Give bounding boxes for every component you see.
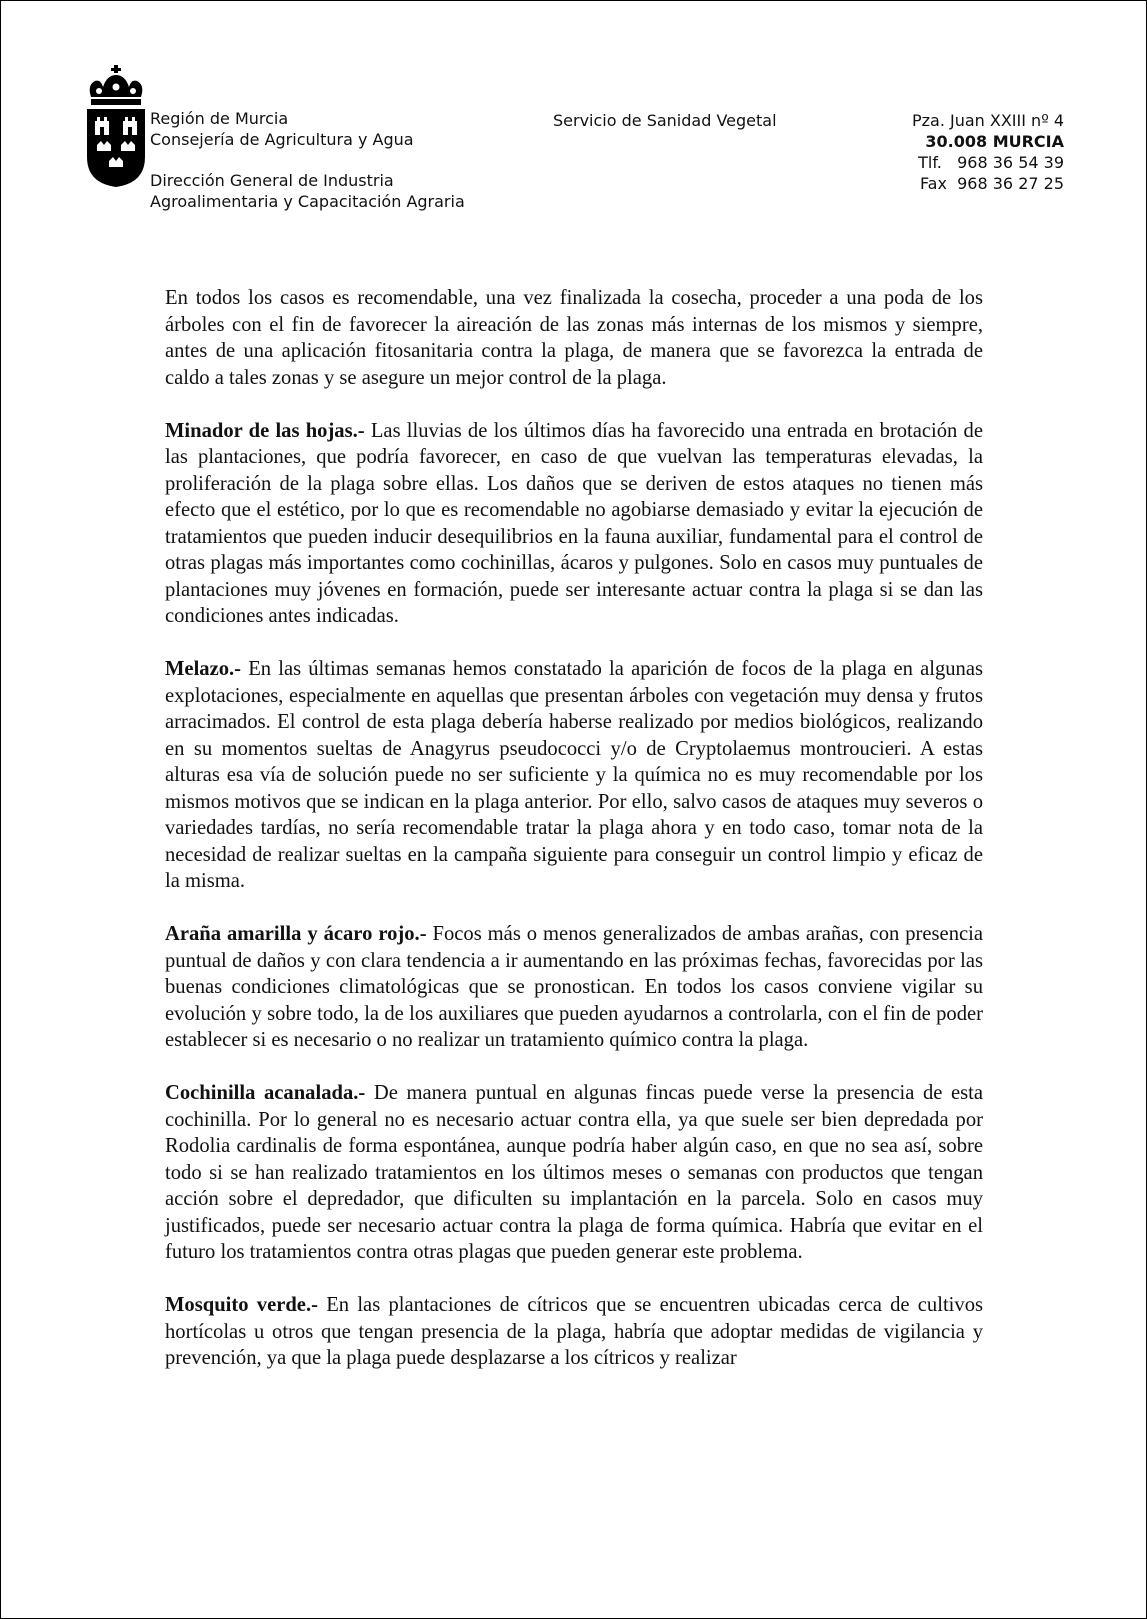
directorate-line1: Dirección General de Industria	[150, 171, 394, 190]
section-text: En las últimas semanas hemos constatado la aparición de focos de la plaga en algunas explotaciones, especialmente en aquellas que presentan árboles con vegetación muy densa y frutos arracimados. El control de esta plaga debería haberse realizado por medios biológicos, realizando en su momentos sueltas de Anagyrus pseudococci y/o de Cryptolaemus montroucieri. A estas alturas esa vía de solución puede no ser suficiente y la química no es muy recomendable por los mismos motivos que se indican en la plaga anterior. Por ello, salvo casos de ataques muy severos o variedades tardías, no sería recomendable tratar la plaga ahora y en todo caso, tomar nota de la necesidad de realizar sueltas en la campaña siguiente para conseguir un control limpio y eficaz de la misma.	[165, 658, 983, 892]
section-title: Araña amarilla y ácaro rojo.-	[165, 923, 427, 945]
postal-city: 30.008 MURCIA	[925, 132, 1064, 151]
section-paragraph	[165, 921, 983, 1054]
section-title: Mosquito verde.-	[165, 1294, 318, 1316]
section-paragraph	[165, 1292, 983, 1372]
section-text: De manera puntual en algunas fincas puede verse la presencia de esta cochinilla. Por lo general no es necesario actuar contra ella, ya que suele ser bien depredada por Rodolia cardinalis de forma espontánea, aunque podría haber algún caso, en que no sea así, sobre todo si se han realizado tratamientos en los últimos meses o semanas con productos que tengan acción sobre el depredador, que dificulten su implantación en la parcela. Solo en casos muy justificados, puede ser necesario actuar contra la plaga de forma química. Habría que evitar en el futuro los tratamientos contra otras plagas que pueden generar este problema.	[165, 1082, 983, 1263]
intro-paragraph: En todos los casos es recomendable, una vez finalizada la cosecha, proceder a una poda de los árboles con el fin de favorecer la aireación de las zonas más internas de los mismos y siempre, antes de una aplicación fitosanitaria contra la plaga, de manera que se favorezca la entrada de caldo a tales zonas y se asegure un mejor control de la plaga.	[165, 287, 983, 389]
section-title: Cochinilla acanalada.-	[165, 1082, 366, 1104]
section-title: Minador de las hojas.-	[165, 419, 365, 442]
phone: Tlf. 968 36 54 39	[918, 153, 1064, 172]
section-title: Melazo.-	[165, 658, 242, 680]
department-name: Consejería de Agricultura y Agua	[150, 130, 414, 149]
service-name: Servicio de Sanidad Vegetal	[553, 111, 777, 130]
region-murcia-coat-of-arms-logo	[85, 65, 147, 189]
header-contact	[912, 110, 1064, 194]
header-institution	[150, 108, 465, 212]
directorate-line2: Agroalimentaria y Capacitación Agraria	[150, 192, 465, 211]
region-name: Región de Murcia	[150, 109, 289, 128]
document-body	[165, 285, 983, 1398]
section-paragraph	[165, 1080, 983, 1266]
section-text: Focos más o menos generalizados de ambas arañas, con presencia puntual de daños y con clara tendencia a ir aumentando en las próximas fechas, favorecidas por las buenas condiciones climatológicas que se pronostican. En todos los casos conviene vigilar su evolución y sobre todo, la de los auxiliares que pueden ayudarnos a controlarla, con el fin de poder establecer si es necesario o no realizar un tratamiento químico contra la plaga.	[165, 923, 983, 1051]
section-paragraph	[165, 418, 983, 630]
address: Pza. Juan XXIII nº 4	[911, 111, 1064, 130]
section-text: Las lluvias de los últimos días ha favorecido una entrada en brotación de las plantaciones, que podría favorecer, en caso de que vuelvan las temperaturas elevadas, la proliferación de la plaga sobre ellas. Los daños que se deriven de estos ataques no tienen más efecto que el estético, por lo que es recomendable no agobiarse demasiado y evitar la ejecución de tratamientos que pueden inducir desequilibrios en la fauna auxiliar, fundamental para el control de otras plagas más importantes como cochinillas, ácaros y pulgones. Solo en casos muy puntuales de plantaciones muy jóvenes en formación, puede ser interesante actuar contra la plaga si se dan las condiciones antes indicadas.	[165, 419, 983, 627]
section-paragraph	[165, 656, 983, 895]
section-text: En las plantaciones de cítricos que se encuentren ubicadas cerca de cultivos hortícolas u otros que tengan presencia de la plaga, habría que adoptar medidas de vigilancia y prevención, ya que la plaga puede desplazarse a los cítricos y realizar	[165, 1294, 983, 1369]
fax: Fax 968 36 27 25	[919, 174, 1064, 193]
